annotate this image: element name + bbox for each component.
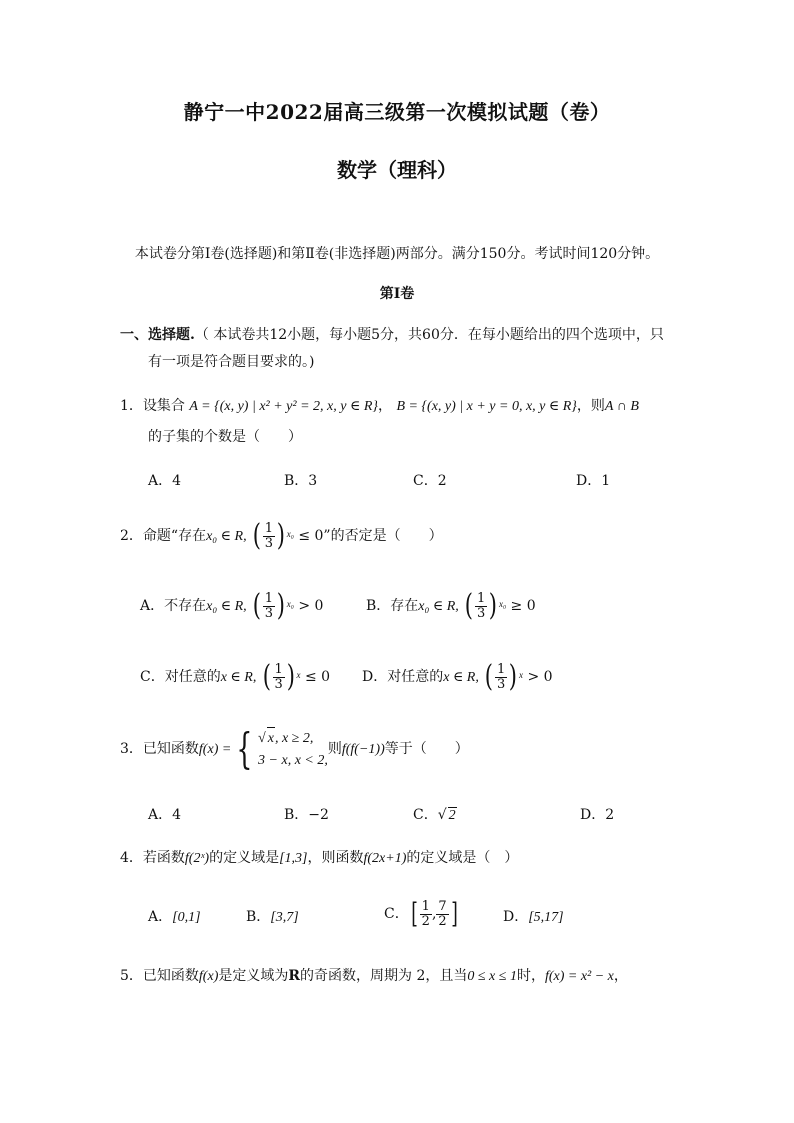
question-5-text-b: 是定义域为 bbox=[218, 968, 289, 984]
question-3-number: 3． bbox=[120, 741, 143, 757]
question-3-tail-a: 则 bbox=[327, 741, 342, 757]
question-2-tail: ≤ 0”的否定是（ ） bbox=[298, 528, 443, 544]
question-2-text: 命题“存在 bbox=[142, 528, 207, 544]
question-4-text-c: ，则函数 bbox=[307, 850, 364, 866]
question-3-option-d: D．2 bbox=[580, 807, 615, 823]
question-1-text-a: 设集合 bbox=[142, 398, 185, 414]
question-5-bold-r: R bbox=[288, 968, 300, 984]
question-5-text-a: 已知函数 bbox=[142, 968, 199, 984]
question-2-option-a: A．不存在x₀ ∈ R, ( $\frac{1}{3}$ ) $^{x_0}$ > 0 bbox=[140, 588, 324, 623]
question-3-case-1: √ x, x ≥ 2, bbox=[258, 727, 328, 750]
question-5-number: 5． bbox=[120, 968, 143, 984]
question-2-exponent: x₀ bbox=[286, 529, 294, 539]
question-5-expr: f(x) = x² − x bbox=[544, 969, 614, 984]
question-2-cond: x₀ ∈ R, bbox=[206, 529, 247, 544]
question-4-option-d: D．[5,17] bbox=[503, 909, 564, 925]
question-3-tail-c: 等于（ ） bbox=[384, 741, 469, 757]
question-1-set-a: A = {(x, y) | x² + y² = 2, x, y ∈ R} bbox=[189, 399, 378, 414]
question-2-number: 2． bbox=[120, 528, 143, 544]
question-3-text: 已知函数 bbox=[142, 741, 199, 757]
question-2-fraction: $\frac{1}{3}$ bbox=[264, 520, 274, 551]
question-1-option-c: C．2 bbox=[413, 473, 447, 489]
question-5-text-c: 的奇函数，周期为 2，且当 bbox=[300, 968, 468, 984]
question-2-option-d: D．对任意的x ∈ R, ( $\frac{1}{3}$ ) $^x$ > 0 bbox=[362, 659, 553, 694]
question-3-case-2: 3 − x, x < 2, bbox=[258, 752, 328, 768]
exam-subtitle: 数学（理科） bbox=[337, 158, 457, 182]
exam-intro: 本试卷分第Ⅰ卷(选择题)和第Ⅱ卷(非选择题)两部分。满分150分。考试时间120分钟。 bbox=[134, 246, 660, 262]
question-4-text-d: 的定义域是（ ） bbox=[406, 850, 519, 866]
question-3-cases bbox=[258, 727, 328, 772]
question-4-fb: f(2x+1) bbox=[363, 851, 407, 866]
question-5-end: ， bbox=[613, 968, 628, 984]
question-4-fa: f(2ˣ) bbox=[184, 851, 210, 866]
question-5 bbox=[120, 966, 628, 987]
part-one-heading: 第Ⅰ卷 bbox=[379, 286, 415, 302]
question-3-tail-b: f(f(−1)) bbox=[341, 742, 385, 757]
question-1: 1．设集合 A = {(x, y) | x² + y² = 2, x, y ∈ R}， B = {(x, y) | x + y = 0, x, y ∈ R}，则A ∩ B bbox=[120, 398, 639, 414]
question-4-text-a: 若函数 bbox=[142, 850, 185, 866]
question-5-text-d: 时， bbox=[516, 968, 545, 984]
question-2-option-b: B．存在x₀ ∈ R, ( $\frac{1}{3}$ ) $^{x_0}$ ≥ 0 bbox=[366, 588, 536, 623]
section-one-heading bbox=[120, 325, 664, 345]
question-3-option-b: B．−2 bbox=[284, 807, 329, 823]
question-5-fx: f(x) bbox=[198, 969, 219, 984]
question-2-option-c: C．对任意的x ∈ R, ( $\frac{1}{3}$ ) $^x$ ≤ 0 bbox=[140, 659, 331, 694]
question-2: 2．命题“存在x₀ ∈ R, ( $\frac{1}{3}$ ) $^{x_0}$ ≤ 0”的否定是（ ） bbox=[120, 518, 443, 553]
question-1-line-2: 的子集的个数是（ ） bbox=[148, 429, 302, 445]
section-one-desc-1: （ 本试卷共12小题，每小题5分，共60分．在每小题给出的四个选项中，只 bbox=[194, 327, 664, 343]
question-4-option-b: B．[3,7] bbox=[246, 909, 299, 925]
question-4-number: 4． bbox=[120, 850, 143, 866]
section-one-desc-2: 有一项是符合题目要求的。) bbox=[148, 354, 315, 370]
question-4-domain: [1,3] bbox=[279, 851, 308, 866]
question-4-option-a: A．[0,1] bbox=[148, 909, 201, 925]
question-4-text-b: 的定义域是 bbox=[209, 850, 280, 866]
question-1-tail: A ∩ B bbox=[604, 399, 639, 414]
question-1-option-a: A．4 bbox=[148, 473, 182, 489]
question-1-number: 1． bbox=[120, 398, 143, 414]
question-1-set-b: B = {(x, y) | x + y = 0, x, y ∈ R} bbox=[396, 399, 577, 414]
question-3-fx: f(x) = bbox=[198, 742, 232, 757]
question-1-text-b: ，则 bbox=[576, 398, 605, 414]
exam-title: 静宁一中2022届高三级第一次模拟试题（卷） bbox=[183, 100, 611, 124]
question-5-cond: 0 ≤ x ≤ 1 bbox=[467, 969, 517, 984]
section-one-label: 一、选择题. bbox=[120, 327, 195, 343]
question-3-option-c: C．√ 2 bbox=[413, 807, 456, 823]
question-4 bbox=[120, 848, 518, 869]
question-1-option-d: D．1 bbox=[576, 473, 611, 489]
question-1-option-b: B．3 bbox=[284, 473, 318, 489]
question-3-option-a: A．4 bbox=[148, 807, 182, 823]
question-3: 3．已知函数f(x) = { √ x, x ≥ 2, 3 − x, x < 2, 则f(f(−1))等于（ ） bbox=[120, 724, 469, 773]
question-4-option-c: C．[ $\frac{1}{2}$ , $\frac{7}{2}$ ] bbox=[384, 897, 458, 930]
